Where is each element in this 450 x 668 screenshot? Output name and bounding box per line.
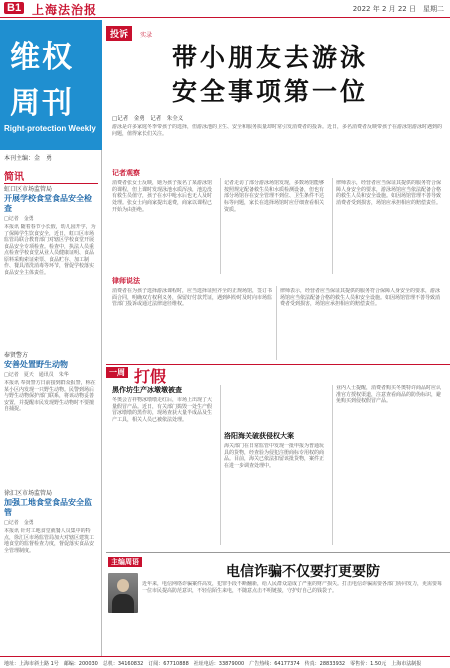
feature-body-d: 消费者在为孩子选择游泳课程时，应当选择证照齐全的正规场馆，签订书面合同，明确双方权利义务，保留好付款凭证，遇到纠纷时及时向市场监管部门投诉或通过法律途径维权。 [112,288,272,308]
page-number: B1 [4,2,24,14]
feature-badge: 投诉 [106,26,132,41]
brief-heading: 简讯 [4,168,98,184]
brief-item [4,350,98,413]
weekly-brand-block [0,20,102,150]
page-footer: 地址：上海市斜土路 1号 邮编：200030 总机：34160832 订阅：67710888 社址电话：33879000 广告热线：64177374 传真：28833932 零售价：1.50元 上海市法制报 [0,656,450,668]
section2-title: 打假 [134,367,167,386]
author-photo [108,573,138,613]
left-column [0,20,102,656]
feature-byline: □记者 金勇 记者 朱全义 [112,116,184,122]
section2-body-b: 海关部门在日常监管中发现一批申报为普通玩具的货物，经查验为侵犯注册商标专用权的商品。目前，海关已依法扣留该批货物，案件正在进一步调查处理中。 [224,443,325,470]
section-reply-heading: 律师说法 [112,277,140,285]
brief-org: 虹口区市场监管局 [4,186,53,193]
editor-column-body: 近年来，电信网络诈骗案件高发，犯罪手段不断翻新，给人民群众造成了严重的财产损失。打击电信诈骗需要各部门协同发力，更需要每一位市民提高防范意识，不轻信陌生来电，不随意点击不明链接，守护好自己的钱袋子。 [142,581,442,594]
brief-item [4,184,98,276]
brief-title: 开展学校食堂食品安全检查 [4,194,92,213]
feature-headline-line2: 安全事项第一位 [172,77,369,106]
feature-tag [106,22,153,40]
author-photo-head [117,579,129,592]
brief-byline: □记者 金勇 [4,216,34,222]
brief-text: 本报讯 随着春节小长假，幼儿园开学，为了保障学生饮食安全，近日，虹口区市场监管局联合教育部门对辖区学校食堂开展食品安全专项检查。检查中，执法人员重点检查学校食堂从业人员健康证明、食品原料采购索证索票、食品贮存、加工制作、餐具清洗消毒等环节，督促学校落实食品安全主体责任。 [4,224,96,276]
column-divider [220,178,221,274]
brief-text: 本报讯 针对工地食堂就餐人员集中的特点，徐汇区市场监管局加大对辖区建筑工地食堂的监督检查力度，督促落实食品安全管理制度。 [4,528,95,554]
editor-column-headline: 电信诈骗不仅要打更要防 [226,564,380,580]
column-divider [332,178,333,274]
feature-intro: 游泳是许多家庭冬季带孩子的选择，但游泳池的卫生、安全和服务质量却时常引发消费者的投诉。近日，多名消费者反映带孩子在游泳馆游泳时遇到的问题，值得家长们关注。 [112,124,443,137]
column-divider [276,286,277,360]
feature-body-c-continued: 律师表示，经营者应当保证其提供的服务符合保障人身安全的要求，游泳场馆应当依法配备合格的救生人员和安全设施。如因场馆管理不善导致消费者受到损害，场馆应承担相应的赔偿责任。 [280,288,441,308]
issue-date: 2022 年 2 月 22 日 星期二 [352,5,444,13]
newspaper-logo: 上海法治报 [32,3,98,17]
brief-org: 徐汇区市场监管局 [4,490,53,497]
brief-title: 加强工地食堂食品安全监管 [4,498,92,517]
feature-body-c: 律师表示，经营者应当保证其提供的服务符合保障人身安全的要求，游泳场馆应当依法配备合格的救生人员和安全设施。如因场馆管理不善导致消费者受到损害，场馆应承担相应的赔偿责任。 [336,180,442,207]
section2-subhead-1: 黑作坊生产冰墩墩被查 [112,386,182,394]
main-area [106,20,450,656]
brief-item [4,488,98,554]
brief-title: 安善处置野生动物 [4,360,68,369]
feature-body-a: 消费者张女士反映，她为孩子报名了某游泳馆的课程，但上课时发现泳池水质浑浊，池边没有救生员值守，孩子在水中呛水后也无人及时处理。张女士向商家提出退费，商家以课程已开始为由拒绝。 [112,180,213,213]
section2-subhead-2: 洛阳海关破获侵权大案 [224,432,294,440]
brief-text: 本报讯 奉贤警方日前接到群众报警，称在某小区内发现一只野生动物。民警到场后与野生动物保护部门联系，将该动物妥善安置，并提醒市民发现野生动物时不要擅自捕捉。 [4,380,96,412]
editor-column-section [106,552,450,594]
column-divider [332,385,333,545]
masthead [0,0,450,18]
feature-body-b: 记者走访了部分游泳场馆发现，多数场馆能够按照规定配备救生员和水质检测设备，但也有部分场馆存在安全管理不到位、卫生条件不达标等问题，家长在选择场馆时应仔细查看相关资质。 [224,180,325,213]
author-photo-body [112,594,134,613]
editor-credit: 本刊主编：金 勇 [4,155,53,162]
feature-label: 实录 [140,32,153,39]
brief-byline: □记者 金勇 [4,520,34,526]
brief-byline: □记者 夏天 通讯员 朱华 [4,372,69,378]
section-recorder-heading: 记者观察 [112,169,140,177]
feature-headline-line1: 带小朋友去游泳 [172,43,369,72]
section2-body-c: 业内人士提醒，消费者购买冬奥特许商品时应认准官方授权渠道，注意查看商品的防伪标识，避免购买到侵权假冒产品。 [336,385,442,405]
column-divider [220,385,221,545]
section2-badge: 一周 [106,367,128,378]
editor-column-label: 主编周语 [108,557,142,567]
brand-title-line2: 周刊 [10,86,74,121]
brief-org: 奉贤警方 [4,352,29,359]
brand-english: Right-protection Weekly [4,124,96,133]
weekly-anticounterfeit-section [106,364,450,470]
brand-title-line1: 维权 [10,40,74,75]
section2-body-a: 冬奥会吉祥物冰墩墩走红后，市场上出现了大量假冒产品。近日，有关部门捣毁一处生产假冒冰墩墩的黑作坊，现场查获大量半成品及生产工具，相关人员已被依法处理。 [112,397,213,424]
